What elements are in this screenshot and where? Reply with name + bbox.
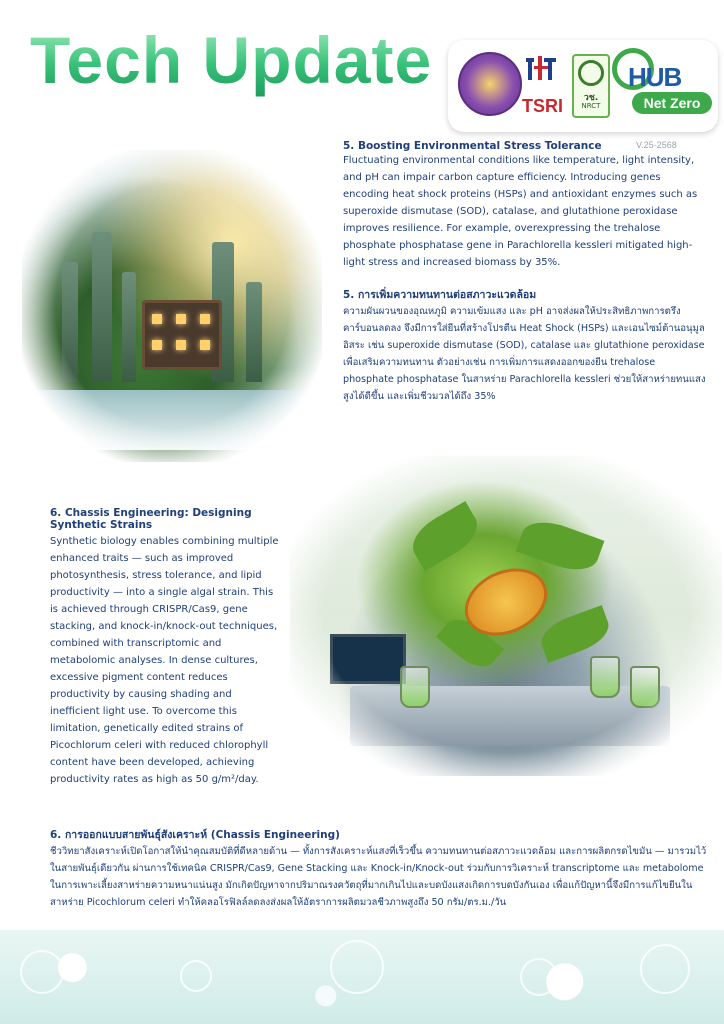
page-title: Tech Update xyxy=(30,23,433,97)
eco-city-illustration xyxy=(22,150,322,462)
algae-lab-illustration xyxy=(290,456,722,776)
partner-logos xyxy=(448,40,718,132)
section-5-body-th: ความผันผวนของอุณหภูมิ ความเข้มแสง และ pH อาจส่งผลให้ประสิทธิภาพการตรึงคาร์บอนลดลง จึงมีการใส่ยีนที่สร้างโปรตีน Heat Shock (HSPs) และเอนไซม์ต้านอนุมูลอิสระ เช่น superoxide dismutase (SOD), catalase และ glutathione peroxidase เพื่อเสริมความทนทาน ตัวอย่างเช่น การเพิ่มการแสดงออกของยีน trehalose phosphate phosphatase ในสาหร่าย Parachlorella kessleri ช่วยให้สาหร่ายทนแสงสูงได้ดีขึ้น และเพิ่มชีวมวลได้ถึง 35% xyxy=(343,306,706,402)
section-6-heading-en-line1: 6. Chassis Engineering: Designing xyxy=(50,507,252,519)
section-5-thai xyxy=(343,286,708,405)
nrct-thai-label: วช. xyxy=(583,93,599,103)
version-label: V.25-2568 xyxy=(636,140,677,150)
section-6-heading-th: 6. การออกแบบสายพันธุ์สังเคราะห์ (Chassis Engineering) xyxy=(50,829,340,841)
nrct-logo xyxy=(572,54,610,118)
section-6-english xyxy=(50,507,280,788)
nrct-en-label: NRCT xyxy=(581,102,601,110)
section-5-heading-en: 5. Boosting Environmental Stress Tolerance xyxy=(343,140,602,152)
section-5-body-en: Fluctuating environmental conditions like temperature, light intensity, and pH can impair carbon capture efficiency. Introducing genes encoding heat shock proteins (HSPs) and antioxidant enzymes such as superoxide dismutase (SOD), catalase, and glutathione peroxidase improves resilience. For example, overexpressing the trehalose phosphate phosphatase gene in Parachlorella kessleri mitigated high-light stress and increased biomass by 35%. xyxy=(343,155,698,268)
tsri-logo-mark-icon xyxy=(524,54,558,94)
nrct-emblem-icon xyxy=(578,60,604,86)
section-6-heading-en-line2: Synthetic Strains xyxy=(50,519,153,531)
ministry-seal-logo xyxy=(458,52,522,116)
section-6-body-en: Synthetic biology enables combining multiple enhanced traits — such as improved photosynthesis, stress tolerance, and lipid productivity — into a single algal strain. This is achieved through CRISPR/Cas9, gene stacking, and knock-in/knock-out techniques, combined with transcriptomic and metabolomic analyses. In dense cultures, excessive pigment content reduces productivity by causing shading and inefficient light use. To overcome this limitation, genetically edited strains of Picochlorum celeri with reduced chlorophyll content have been developed, achieving productivity rates as high as 50 g/m²/day. xyxy=(50,536,279,785)
tsri-logo-text: TSRI xyxy=(522,96,564,116)
section-5-english xyxy=(343,140,708,271)
section-5-heading-th: 5. การเพิ่มความทนทานต่อสภาวะแวดล้อม xyxy=(343,289,537,301)
net-zero-badge: Net Zero xyxy=(632,92,712,114)
hub-logo-text: HUB xyxy=(628,62,682,92)
decorative-footer-band xyxy=(0,930,724,1024)
section-6-thai xyxy=(50,826,712,911)
section-6-body-th: ชีววิทยาสังเคราะห์เปิดโอกาสให้นำคุณสมบัติที่ดีหลายด้าน — ทั้งการสังเคราะห์แสงที่เร็วขึ้น ความทนทานต่อสภาวะแวดล้อม และการผลิตกรดไขมัน — มารวมไว้ในสายพันธุ์เดียวกัน ผ่านการใช้เทคนิค CRISPR/Cas9, Gene Stacking และ Knock-in/Knock-out ร่วมกับการวิเคราะห์ transcriptome และ metabolome ในการเพาะเลี้ยงสาหร่ายความหนาแน่นสูง มักเกิดปัญหาจากปริมาณรงควัตถุที่มากเกินไปและบดบังแสงเกิดการบดบังกันเอง เพื่อแก้ปัญหานี้จึงมีการแก้ไขยีนในสาหร่าย Picochlorum celeri ทำให้คลอโรฟิลล์ลดลงส่งผลให้อัตราการผลิตมวลชีวภาพสูงถึง 50 กรัม/ตร.ม./วัน xyxy=(50,846,707,908)
